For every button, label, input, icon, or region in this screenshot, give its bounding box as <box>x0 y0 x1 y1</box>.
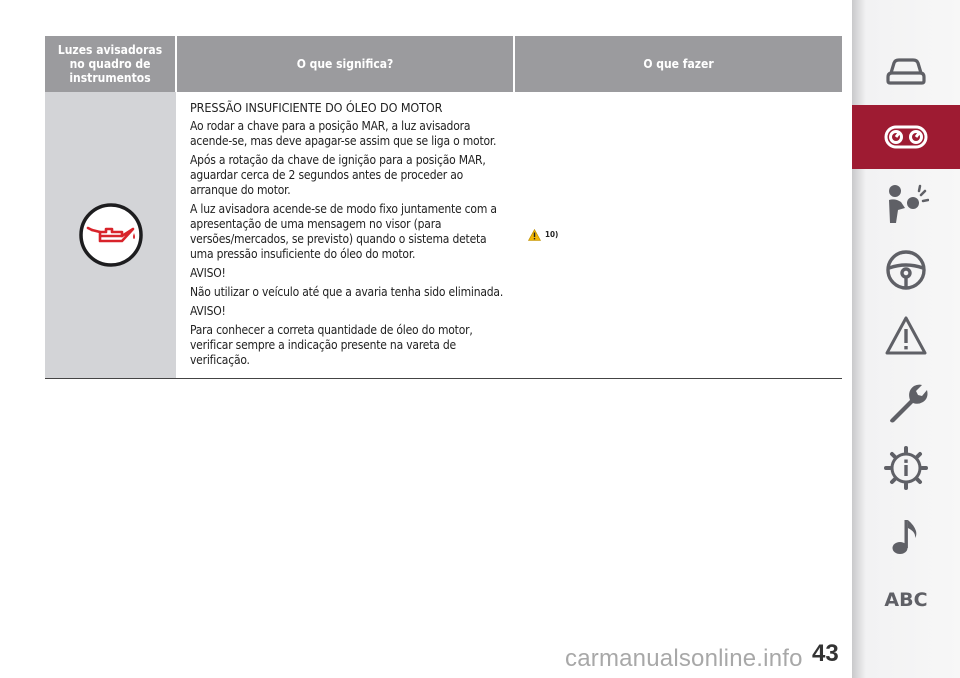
sidebar-item-car[interactable] <box>852 38 960 102</box>
watermark: carmanualsonline.info <box>565 645 803 672</box>
warning-lights-table <box>45 36 842 379</box>
sidebar-item-multimedia[interactable] <box>852 504 960 568</box>
warning-label: AVISO! <box>190 304 226 318</box>
wrench-icon <box>883 379 929 425</box>
warning-reference-number: 10) <box>545 230 559 239</box>
oil-pressure-warning-icon <box>78 202 144 268</box>
warning-reference[interactable] <box>528 229 558 241</box>
action-cell <box>514 92 842 379</box>
sidebar-item-emergency[interactable] <box>852 304 960 368</box>
table-row <box>45 92 842 379</box>
sidebar-item-technical-data[interactable] <box>852 436 960 500</box>
dashboard-instruments-icon <box>883 114 929 160</box>
header-action: O que fazer <box>514 36 842 92</box>
meaning-cell <box>176 92 514 379</box>
page-number: 43 <box>812 640 839 667</box>
header-warning-lights: Luzes avisadoras no quadro de instrumentos <box>45 36 176 92</box>
paragraph: Após a rotação da chave de ignição para a posição MAR, aguardar cerca de 2 segundos antes de proceder ao arranque do motor. <box>190 153 486 197</box>
paragraph: Não utilizar o veículo até que a avaria tenha sido eliminada. <box>190 285 504 299</box>
header-meaning: O que significa? <box>176 36 514 92</box>
steering-wheel-icon <box>883 247 929 293</box>
warning-label: AVISO! <box>190 266 226 280</box>
icon-cell <box>45 92 176 379</box>
paragraph: A luz avisadora acende-se de modo fixo juntamente com a apresentação de uma mensagem no visor (para versões/mercados, se previsto) quando o sistema deteta uma pressão insuficiente do óleo do motor. <box>190 202 497 261</box>
sidebar-item-safety[interactable] <box>852 172 960 236</box>
abc-label: ABC <box>884 589 928 611</box>
paragraph: Ao rodar a chave para a posição MAR, a luz avisadora acende-se, mas deve apagar-se assim que se liga o motor. <box>190 119 497 148</box>
warning-triangle-icon <box>528 229 541 241</box>
sidebar-item-instruments[interactable] <box>852 105 960 169</box>
chapter-sidebar <box>852 0 960 678</box>
sidebar-item-driving[interactable] <box>852 238 960 302</box>
music-note-icon <box>883 513 929 559</box>
car-icon <box>883 47 929 93</box>
warning-title: PRESSÃO INSUFICIENTE DO ÓLEO DO MOTOR <box>190 100 443 115</box>
warning-triangle-icon <box>883 313 929 359</box>
sidebar-item-maintenance[interactable] <box>852 370 960 434</box>
sidebar-item-index[interactable] <box>852 568 960 632</box>
airbag-person-icon <box>883 181 929 227</box>
info-gear-icon <box>883 445 929 491</box>
paragraph: Para conhecer a correta quantidade de óleo do motor, verificar sempre a indicação presente na vareta de verificação. <box>190 323 473 367</box>
